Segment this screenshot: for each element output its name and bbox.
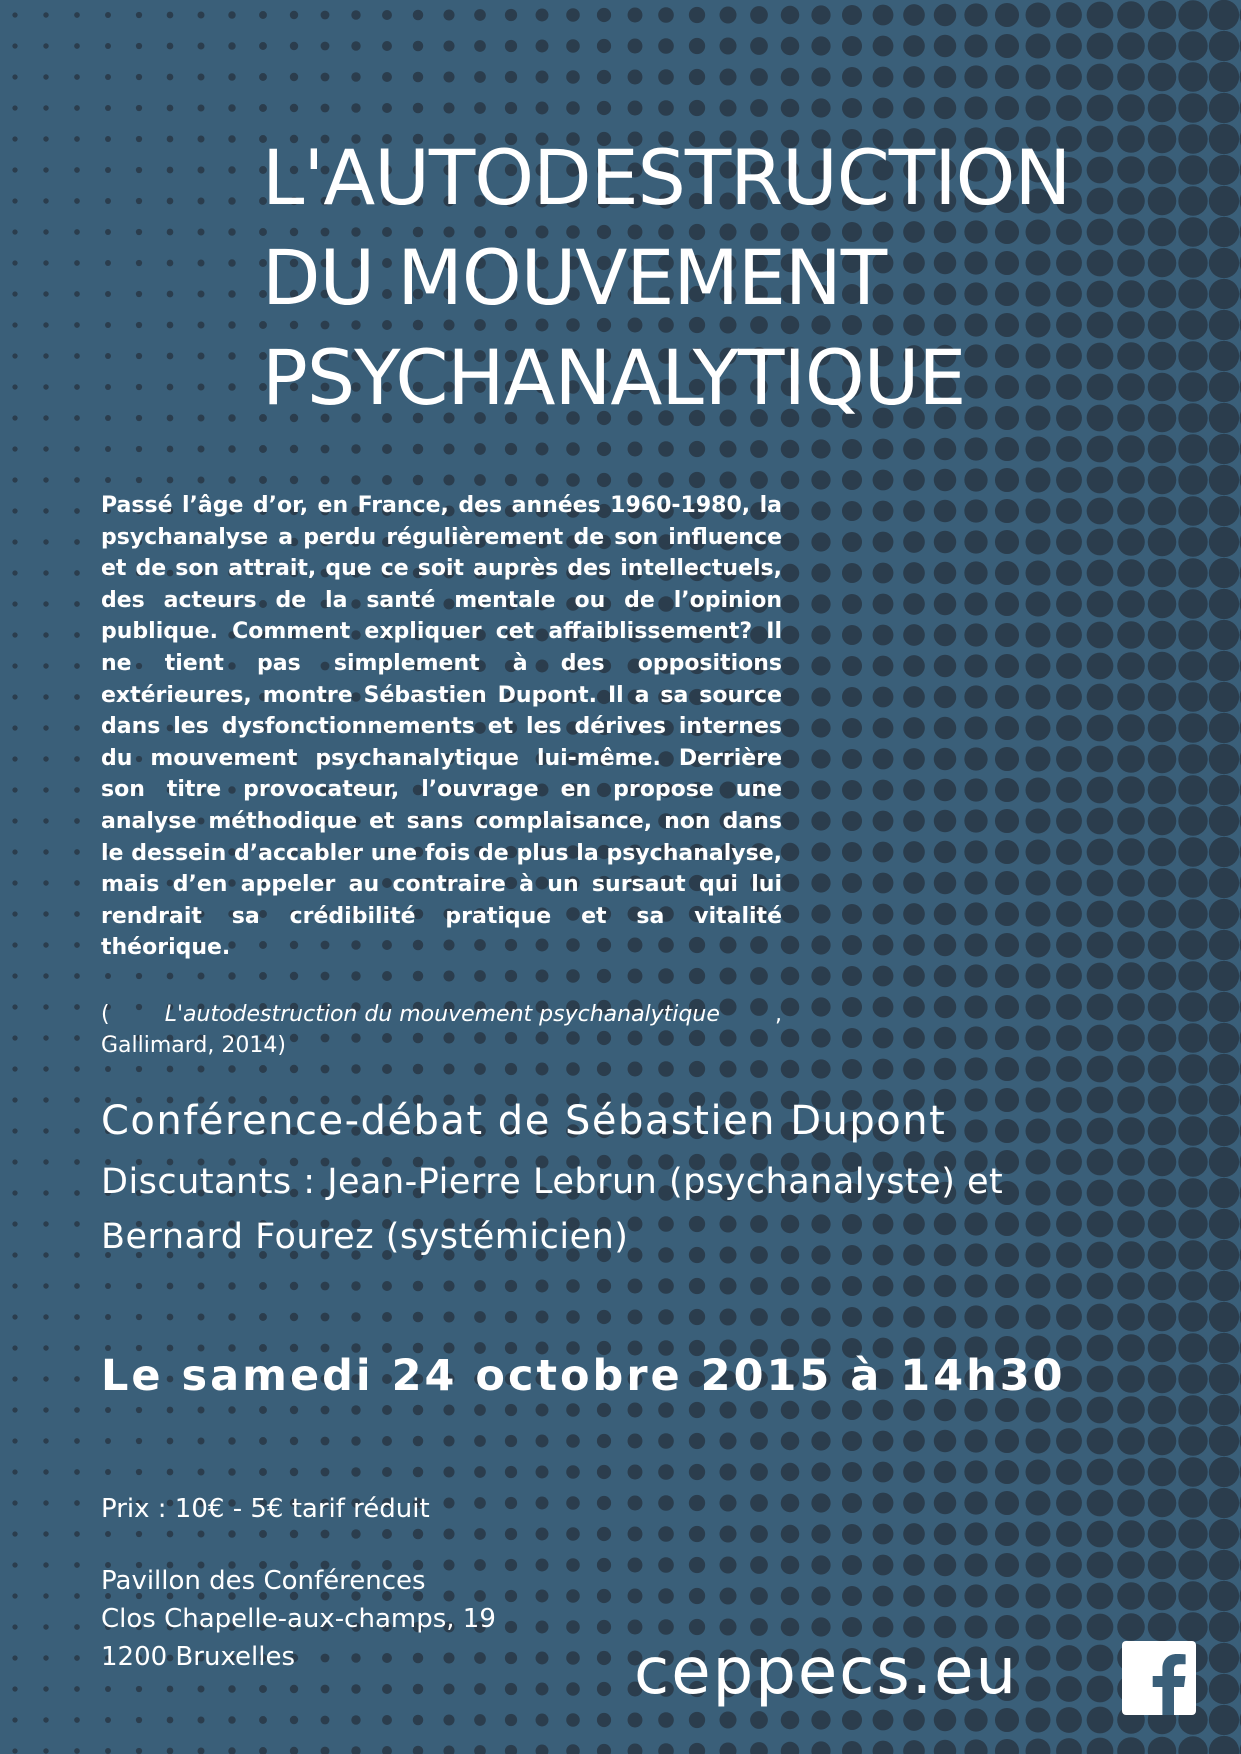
poster-title — [262, 128, 1070, 428]
discutants-line: Bernard Fourez (systémicien) — [101, 1217, 629, 1257]
website-link[interactable]: ceppecs.eu — [634, 1635, 1018, 1709]
address-line: Pavillon des Conférences — [101, 1566, 426, 1596]
ticket-price: Prix : 10€ - 5€ tarif réduit — [101, 1494, 430, 1524]
title-line: PSYCHANALYTIQUE — [262, 333, 966, 422]
address-line: 1200 Bruxelles — [101, 1642, 296, 1672]
event-date: Le samedi 24 octobre 2015 à 14h30 — [101, 1351, 1066, 1401]
discutants-line: Discutants : Jean-Pierre Lebrun (psychanalyste) et — [101, 1162, 1004, 1202]
title-line: DU MOUVEMENT — [262, 233, 887, 322]
citation-publisher: Gallimard, 2014) — [101, 1033, 286, 1058]
discutants — [101, 1155, 1003, 1265]
venue-address — [101, 1562, 496, 1676]
conference-heading: Conférence-débat de Sébastien Dupont — [101, 1098, 947, 1144]
abstract-text: Passé l’âge d’or, en France, des années 1960-1980, la psychanalyse a perdu régulièrement de son influence et de son attrait, que ce soit auprès des intellectuels, des acteurs de la santé mentale ou de l’opinion publique. Comment expliquer cet affaiblissement? Il ne tient pas simplement à des oppositions extérieures, montre Sébastien Dupont. Il a sa source dans les dysfonctionnements et les dérives internes du mouvement psychanalytique lui-même. Derrière son titre provocateur, l’ouvrage en propose une analyse méthodique et sans complaisance, non dans le dessein d’accabler une fois de plus la psychanalyse, mais d’en appeler au contraire à un sursaut qui lui rendrait sa crédibilité pratique et sa vitalité théorique. — [101, 493, 782, 961]
citation-comma: , — [775, 1002, 782, 1027]
book-citation — [101, 999, 782, 1061]
address-line: Clos Chapelle-aux-champs, 19 — [101, 1604, 496, 1634]
citation-open-paren: ( — [101, 1002, 110, 1027]
facebook-icon[interactable] — [1122, 1641, 1196, 1715]
citation-book-title: L'autodestruction du mouvement psychanalytique — [164, 1002, 720, 1027]
title-line: L'AUTODESTRUCTION — [262, 133, 1071, 222]
